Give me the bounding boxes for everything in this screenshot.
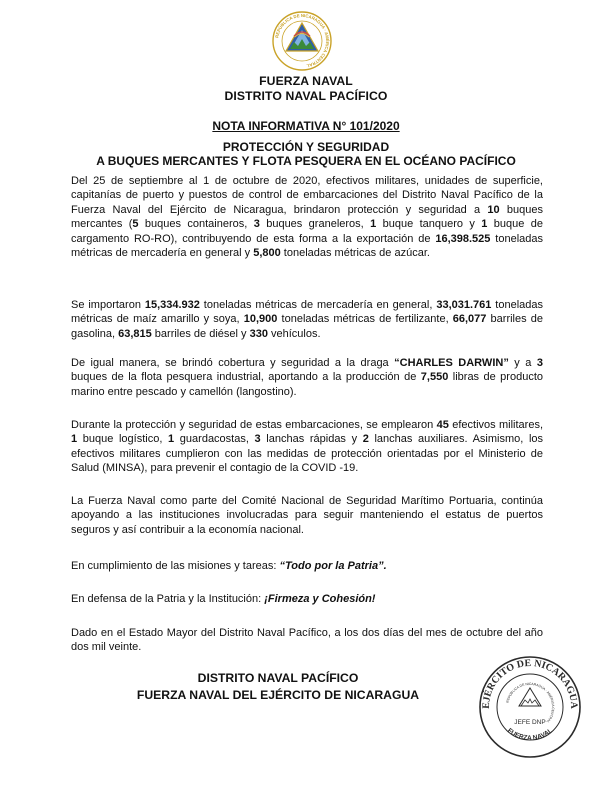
text-run: 10,900	[243, 313, 278, 326]
text-run: Se importaron	[71, 299, 145, 311]
stamp-center-label: JEFE DNP	[514, 719, 546, 726]
document-title-line2: A BUQUES MERCANTES Y FLOTA PESQUERA EN EL OCÉANO PACÍFICO	[96, 154, 516, 168]
text-run: buques containeros,	[138, 218, 254, 231]
paragraph-protection	[71, 174, 543, 260]
paragraph-committee	[71, 494, 543, 537]
seal-ring-text: REPÚBLICA DE NICARAGUA · AMÉRICA CENTRAL	[274, 12, 331, 69]
text-run: toneladas métricas de azúcar.	[280, 247, 430, 260]
nicaragua-coat-of-arms-icon	[271, 10, 333, 72]
text-run: Del 25 de septiembre al 1 de octubre de 2020, efectivos militares, unidades de superficie, capitanías de puerto y puestos de control de embarcaciones del Distrito Naval Pacífico de la Fuerza Naval del Ejército de Nicaragua, brindaron protección y seguridad a	[71, 175, 543, 216]
text-run: 16,398.525	[435, 232, 491, 245]
text-run: buque tanquero y	[376, 218, 482, 231]
org-name: FUERZA NAVAL	[259, 74, 353, 88]
official-stamp-icon	[477, 654, 583, 760]
text-run: efectivos militares,	[448, 419, 544, 431]
text-run: 45	[436, 419, 449, 431]
text-run: 1	[481, 218, 488, 231]
text-run: buque de cargamento RO-RO), contribuyendo de esta forma a la exportación de	[71, 218, 543, 245]
text-run: guardacostas,	[174, 433, 255, 446]
text-run: ¡Firmeza y Cohesión!	[264, 593, 376, 605]
text-run: vehículos.	[267, 327, 321, 340]
text-run: En defensa de la Patria y la Institución:	[71, 593, 265, 605]
text-run: De igual manera, se brindó cobertura y seguridad a la draga	[71, 357, 395, 369]
text-run: lanchas auxiliares. Asimismo, los efectivos militares cumplieron con las medidas de protección orientadas por el Ministerio de Salud (MINSA), para prevenir el contagio de la COVID -19.	[71, 433, 544, 475]
text-run: 3	[253, 218, 260, 231]
paragraph-resources	[71, 418, 543, 476]
stamp-inner-ring: REPÚBLICA DE NICARAGUA · AMÉRICA CENTRAL	[505, 681, 556, 724]
stamp-ring-top: EJÉRCITO DE NICARAGUA	[480, 657, 580, 709]
text-run: Durante la protección y seguridad de estas embarcaciones, se emplearon	[71, 419, 437, 431]
signature-line1: DISTRITO NAVAL PACÍFICO	[197, 671, 359, 685]
text-run: libras de producto marino entre pescado y camellón (langostino).	[71, 371, 543, 398]
text-run: 5,800	[253, 247, 281, 260]
text-run: “CHARLES DARWIN”	[394, 357, 509, 369]
text-run: 66,077	[452, 313, 487, 326]
text-run: toneladas métricas de mercadería en general y	[71, 232, 543, 260]
stamp-ring-bottom: FUERZA NAVAL	[506, 727, 554, 742]
text-run: 1	[71, 433, 78, 446]
paragraph-closing	[71, 626, 543, 655]
text-run: 10	[487, 203, 500, 216]
text-run: y a	[508, 357, 537, 369]
paragraph-motto-1	[71, 559, 543, 573]
text-run: buques mercantes (	[71, 203, 543, 231]
text-run: 1	[168, 433, 175, 446]
text-run: 3	[254, 433, 261, 446]
text-run: 63,815	[118, 327, 152, 340]
text-run: buques de la flota pesquera industrial, aportando a la producción de	[71, 371, 421, 384]
text-run: 15,334.932	[144, 299, 200, 311]
paragraph-motto-2	[71, 592, 543, 606]
text-run: 5	[132, 218, 139, 231]
text-run: 2	[362, 433, 369, 446]
text-run: toneladas métricas de mercadería en general,	[199, 299, 437, 311]
text-run: 7,550	[420, 371, 449, 384]
district-name: DISTRITO NAVAL PACÍFICO	[224, 89, 388, 103]
nota-number: NOTA INFORMATIVA N° 101/2020	[212, 119, 400, 133]
text-run: 1	[370, 218, 377, 231]
paragraph-imports	[71, 298, 543, 341]
svg-text:FUERZA NAVAL	[506, 727, 554, 742]
text-run: toneladas métricas de fertilizante,	[277, 313, 453, 326]
text-run: 33,031.761	[436, 299, 492, 311]
text-run: Dado en el Estado Mayor del Distrito Naval Pacífico, a los dos días del mes de octubre del año dos mil veinte.	[71, 627, 543, 654]
text-run: En cumplimiento de las misiones y tareas:	[71, 560, 280, 572]
text-run: barriles de gasolina,	[71, 313, 543, 340]
text-run: 330	[249, 327, 268, 340]
text-run: lanchas rápidas y	[260, 433, 363, 446]
signature-line2: FUERZA NAVAL DEL EJÉRCITO DE NICARAGUA	[136, 688, 420, 702]
text-run: toneladas métricas de maíz amarillo y soya,	[71, 299, 543, 326]
text-run: La Fuerza Naval como parte del Comité Nacional de Seguridad Marítimo Portuaria, continúa apoyando a las instituciones involucradas para seguir manteniendo el estatus de puertos seguros y así contribuir a la economía nacional.	[71, 495, 543, 536]
text-run: barriles de diésel y	[151, 327, 250, 340]
paragraph-dredge	[71, 356, 543, 399]
text-run: buque logístico,	[77, 433, 169, 446]
document-title-line1: PROTECCIÓN Y SEGURIDAD	[222, 140, 390, 154]
text-run: buques graneleros,	[259, 218, 371, 231]
text-run: “Todo por la Patria”.	[279, 560, 387, 572]
text-run: 3	[536, 357, 543, 369]
